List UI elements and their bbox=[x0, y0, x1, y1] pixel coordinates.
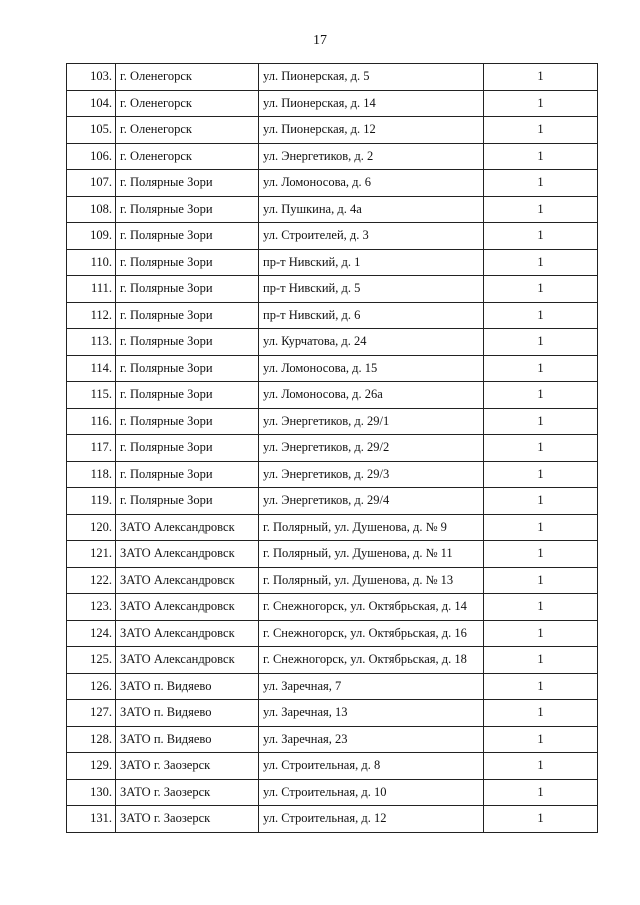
table-row bbox=[67, 64, 598, 91]
quantity-cell: 1 bbox=[484, 382, 598, 409]
address-cell: пр-т Нивский, д. 5 bbox=[259, 276, 484, 303]
address-cell: ул. Ломоносова, д. 6 bbox=[259, 170, 484, 197]
table-row bbox=[67, 514, 598, 541]
table-row bbox=[67, 170, 598, 197]
municipality-cell: ЗАТО п. Видяево bbox=[116, 700, 259, 727]
table-row bbox=[67, 408, 598, 435]
row-number-cell: 116. bbox=[67, 408, 116, 435]
municipality-cell: г. Полярные Зори bbox=[116, 488, 259, 515]
quantity-cell: 1 bbox=[484, 249, 598, 276]
address-cell: ул. Заречная, 7 bbox=[259, 673, 484, 700]
quantity-cell: 1 bbox=[484, 435, 598, 462]
municipality-cell: г. Полярные Зори bbox=[116, 249, 259, 276]
row-number-cell: 115. bbox=[67, 382, 116, 409]
row-number-cell: 110. bbox=[67, 249, 116, 276]
municipality-cell: г. Оленегорск bbox=[116, 117, 259, 144]
quantity-cell: 1 bbox=[484, 90, 598, 117]
table-row bbox=[67, 753, 598, 780]
address-cell: ул. Строителей, д. 3 bbox=[259, 223, 484, 250]
row-number-cell: 105. bbox=[67, 117, 116, 144]
address-cell: ул. Строительная, д. 12 bbox=[259, 806, 484, 833]
row-number-cell: 113. bbox=[67, 329, 116, 356]
quantity-cell: 1 bbox=[484, 541, 598, 568]
quantity-cell: 1 bbox=[484, 567, 598, 594]
row-number-cell: 119. bbox=[67, 488, 116, 515]
municipality-cell: г. Оленегорск bbox=[116, 143, 259, 170]
table-row bbox=[67, 647, 598, 674]
address-cell: ул. Пионерская, д. 14 bbox=[259, 90, 484, 117]
quantity-cell: 1 bbox=[484, 779, 598, 806]
municipality-cell: г. Полярные Зори bbox=[116, 329, 259, 356]
row-number-cell: 112. bbox=[67, 302, 116, 329]
address-cell: г. Полярный, ул. Душенова, д. № 11 bbox=[259, 541, 484, 568]
table-row bbox=[67, 700, 598, 727]
quantity-cell: 1 bbox=[484, 408, 598, 435]
municipality-cell: г. Полярные Зори bbox=[116, 302, 259, 329]
municipality-cell: г. Полярные Зори bbox=[116, 276, 259, 303]
row-number-cell: 103. bbox=[67, 64, 116, 91]
address-cell: ул. Заречная, 13 bbox=[259, 700, 484, 727]
quantity-cell: 1 bbox=[484, 594, 598, 621]
quantity-cell: 1 bbox=[484, 753, 598, 780]
address-cell: г. Снежногорск, ул. Октябрьская, д. 14 bbox=[259, 594, 484, 621]
address-cell: ул. Строительная, д. 10 bbox=[259, 779, 484, 806]
table-row bbox=[67, 196, 598, 223]
municipality-cell: ЗАТО Александровск bbox=[116, 647, 259, 674]
table-row bbox=[67, 461, 598, 488]
quantity-cell: 1 bbox=[484, 488, 598, 515]
table-row bbox=[67, 355, 598, 382]
table-row bbox=[67, 382, 598, 409]
row-number-cell: 104. bbox=[67, 90, 116, 117]
municipality-cell: ЗАТО Александровск bbox=[116, 514, 259, 541]
row-number-cell: 114. bbox=[67, 355, 116, 382]
municipality-cell: г. Полярные Зори bbox=[116, 435, 259, 462]
quantity-cell: 1 bbox=[484, 647, 598, 674]
municipality-cell: г. Полярные Зори bbox=[116, 408, 259, 435]
address-cell: ул. Энергетиков, д. 2 bbox=[259, 143, 484, 170]
table-row bbox=[67, 541, 598, 568]
municipality-cell: г. Полярные Зори bbox=[116, 223, 259, 250]
municipality-cell: ЗАТО г. Заозерск bbox=[116, 753, 259, 780]
address-cell: г. Полярный, ул. Душенова, д. № 13 bbox=[259, 567, 484, 594]
quantity-cell: 1 bbox=[484, 329, 598, 356]
table-row bbox=[67, 90, 598, 117]
table-row bbox=[67, 223, 598, 250]
address-cell: ул. Строительная, д. 8 bbox=[259, 753, 484, 780]
municipality-cell: ЗАТО п. Видяево bbox=[116, 726, 259, 753]
table-row bbox=[67, 567, 598, 594]
table-row bbox=[67, 435, 598, 462]
quantity-cell: 1 bbox=[484, 302, 598, 329]
address-cell: ул. Пионерская, д. 5 bbox=[259, 64, 484, 91]
address-cell: ул. Курчатова, д. 24 bbox=[259, 329, 484, 356]
row-number-cell: 126. bbox=[67, 673, 116, 700]
table-row bbox=[67, 143, 598, 170]
address-cell: ул. Пионерская, д. 12 bbox=[259, 117, 484, 144]
quantity-cell: 1 bbox=[484, 223, 598, 250]
quantity-cell: 1 bbox=[484, 461, 598, 488]
address-cell: ул. Заречная, 23 bbox=[259, 726, 484, 753]
quantity-cell: 1 bbox=[484, 117, 598, 144]
row-number-cell: 127. bbox=[67, 700, 116, 727]
table-row bbox=[67, 276, 598, 303]
row-number-cell: 107. bbox=[67, 170, 116, 197]
table-row bbox=[67, 488, 598, 515]
quantity-cell: 1 bbox=[484, 355, 598, 382]
quantity-cell: 1 bbox=[484, 196, 598, 223]
table-row bbox=[67, 249, 598, 276]
row-number-cell: 122. bbox=[67, 567, 116, 594]
row-number-cell: 125. bbox=[67, 647, 116, 674]
row-number-cell: 109. bbox=[67, 223, 116, 250]
address-cell: ул. Энергетиков, д. 29/4 bbox=[259, 488, 484, 515]
table-row bbox=[67, 329, 598, 356]
row-number-cell: 120. bbox=[67, 514, 116, 541]
municipality-cell: г. Полярные Зори bbox=[116, 355, 259, 382]
municipality-cell: ЗАТО Александровск bbox=[116, 541, 259, 568]
quantity-cell: 1 bbox=[484, 700, 598, 727]
table-row bbox=[67, 726, 598, 753]
row-number-cell: 128. bbox=[67, 726, 116, 753]
row-number-cell: 131. bbox=[67, 806, 116, 833]
municipality-cell: ЗАТО г. Заозерск bbox=[116, 779, 259, 806]
municipality-cell: г. Оленегорск bbox=[116, 64, 259, 91]
municipality-cell: г. Полярные Зори bbox=[116, 170, 259, 197]
quantity-cell: 1 bbox=[484, 514, 598, 541]
row-number-cell: 117. bbox=[67, 435, 116, 462]
quantity-cell: 1 bbox=[484, 64, 598, 91]
quantity-cell: 1 bbox=[484, 673, 598, 700]
municipality-cell: ЗАТО Александровск bbox=[116, 567, 259, 594]
row-number-cell: 106. bbox=[67, 143, 116, 170]
row-number-cell: 123. bbox=[67, 594, 116, 621]
municipality-cell: г. Полярные Зори bbox=[116, 461, 259, 488]
table-row bbox=[67, 117, 598, 144]
address-cell: ул. Ломоносова, д. 15 bbox=[259, 355, 484, 382]
address-cell: г. Полярный, ул. Душенова, д. № 9 bbox=[259, 514, 484, 541]
table-row bbox=[67, 779, 598, 806]
quantity-cell: 1 bbox=[484, 143, 598, 170]
quantity-cell: 1 bbox=[484, 620, 598, 647]
municipality-cell: ЗАТО Александровск bbox=[116, 594, 259, 621]
address-cell: ул. Энергетиков, д. 29/3 bbox=[259, 461, 484, 488]
address-cell: ул. Пушкина, д. 4а bbox=[259, 196, 484, 223]
address-cell: пр-т Нивский, д. 6 bbox=[259, 302, 484, 329]
address-table bbox=[66, 63, 598, 833]
address-cell: ул. Энергетиков, д. 29/1 bbox=[259, 408, 484, 435]
table-row bbox=[67, 594, 598, 621]
municipality-cell: г. Полярные Зори bbox=[116, 382, 259, 409]
quantity-cell: 1 bbox=[484, 170, 598, 197]
row-number-cell: 129. bbox=[67, 753, 116, 780]
row-number-cell: 108. bbox=[67, 196, 116, 223]
address-cell: пр-т Нивский, д. 1 bbox=[259, 249, 484, 276]
quantity-cell: 1 bbox=[484, 726, 598, 753]
quantity-cell: 1 bbox=[484, 276, 598, 303]
municipality-cell: г. Полярные Зори bbox=[116, 196, 259, 223]
address-cell: г. Снежногорск, ул. Октябрьская, д. 16 bbox=[259, 620, 484, 647]
municipality-cell: ЗАТО г. Заозерск bbox=[116, 806, 259, 833]
table-row bbox=[67, 673, 598, 700]
municipality-cell: г. Оленегорск bbox=[116, 90, 259, 117]
table-row bbox=[67, 806, 598, 833]
address-cell: ул. Энергетиков, д. 29/2 bbox=[259, 435, 484, 462]
address-cell: г. Снежногорск, ул. Октябрьская, д. 18 bbox=[259, 647, 484, 674]
row-number-cell: 124. bbox=[67, 620, 116, 647]
quantity-cell: 1 bbox=[484, 806, 598, 833]
municipality-cell: ЗАТО п. Видяево bbox=[116, 673, 259, 700]
table-row bbox=[67, 302, 598, 329]
row-number-cell: 111. bbox=[67, 276, 116, 303]
address-table-body bbox=[67, 64, 598, 833]
row-number-cell: 121. bbox=[67, 541, 116, 568]
page-number: 17 bbox=[313, 33, 327, 48]
row-number-cell: 118. bbox=[67, 461, 116, 488]
address-cell: ул. Ломоносова, д. 26а bbox=[259, 382, 484, 409]
municipality-cell: ЗАТО Александровск bbox=[116, 620, 259, 647]
table-row bbox=[67, 620, 598, 647]
row-number-cell: 130. bbox=[67, 779, 116, 806]
